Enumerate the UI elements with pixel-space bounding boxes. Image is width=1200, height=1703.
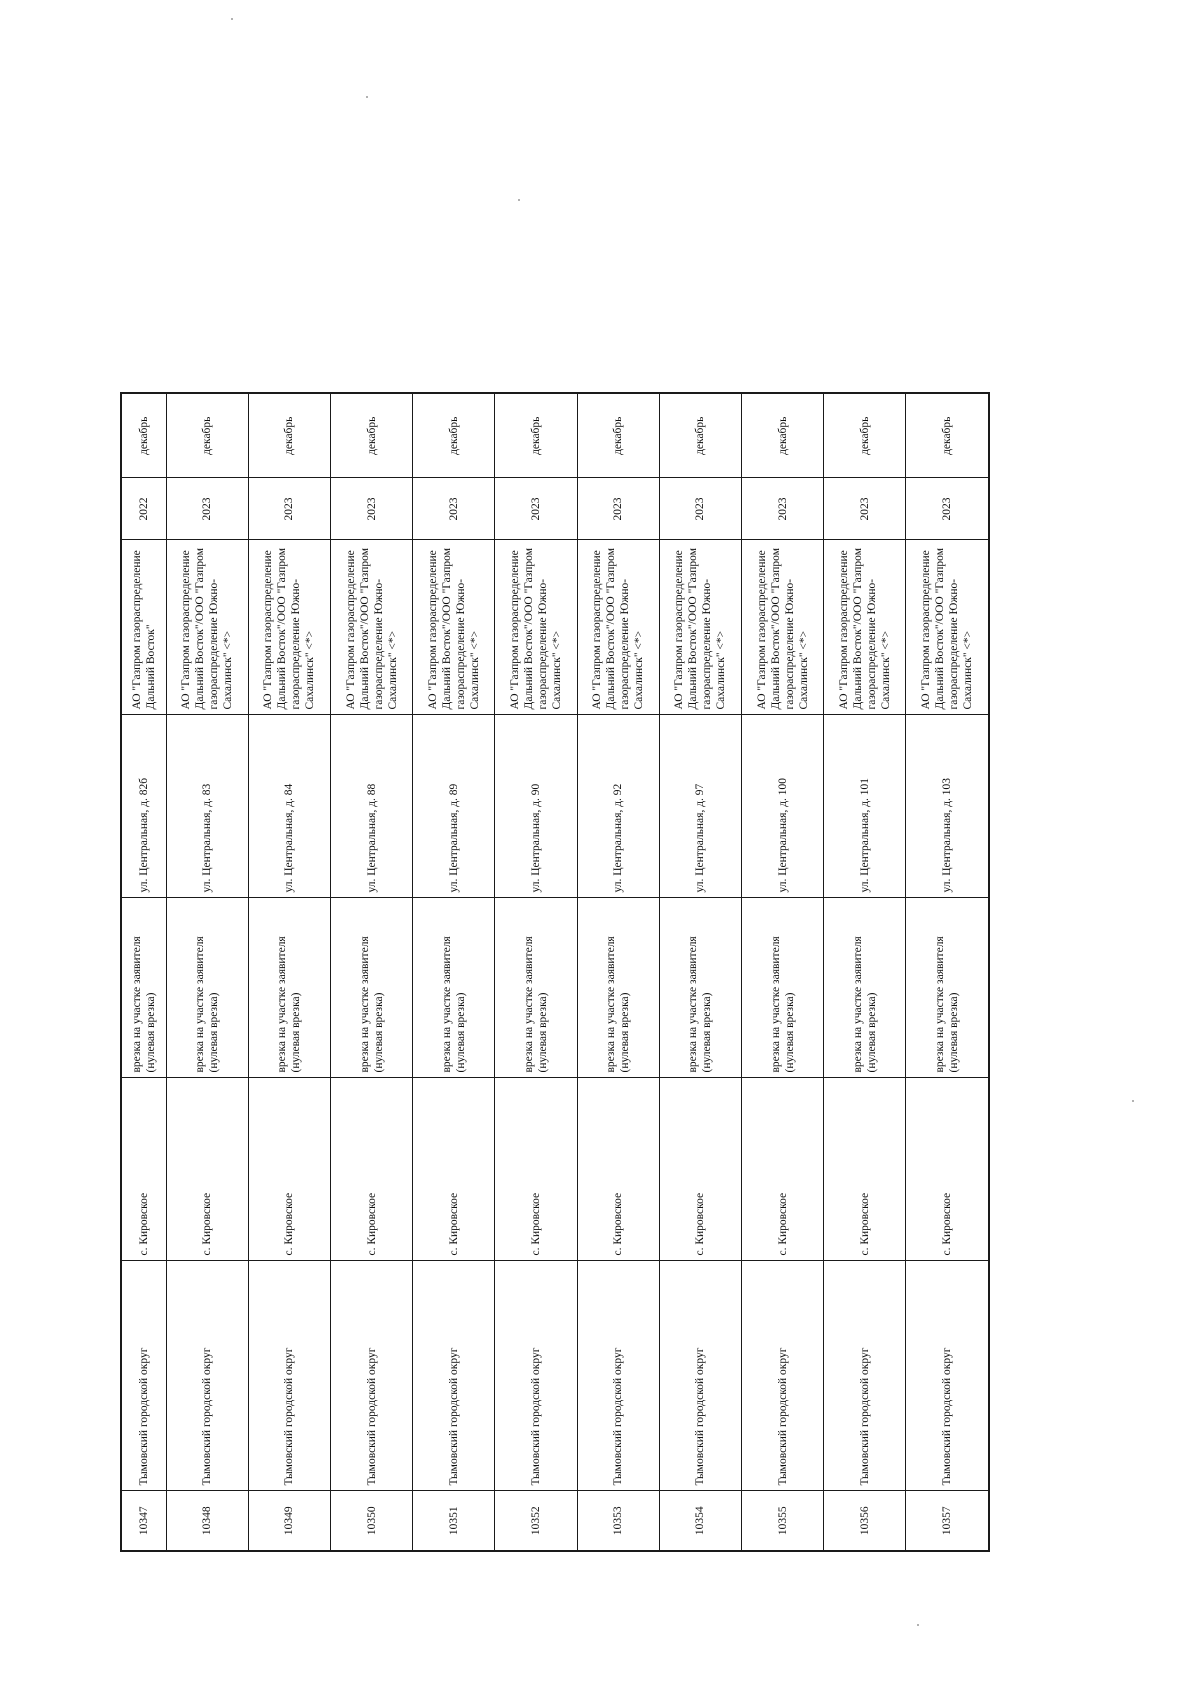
- address-cell: ул. Центральная, д. 92: [577, 715, 659, 898]
- organization-cell: АО "Газпром газораспределение Дальний Восток"/ООО "Газпром газораспределение Южно-Сахалинск" <*>: [906, 540, 989, 715]
- organization-cell: АО "Газпром газораспределение Дальний Восток"/ООО "Газпром газораспределение Южно-Сахалинск" <*>: [166, 540, 248, 715]
- table-row: [742, 393, 824, 1551]
- table-row: [248, 393, 330, 1551]
- scan-speck: [917, 1624, 919, 1626]
- settlement-cell: с. Кировское: [121, 1078, 166, 1261]
- address-cell: ул. Центральная, д. 89: [413, 715, 495, 898]
- connection-type-cell: врезка на участке заявителя (нулевая врезка): [413, 898, 495, 1078]
- address-cell: ул. Центральная, д. 90: [495, 715, 577, 898]
- row-number-cell: 10352: [495, 1491, 577, 1551]
- month-cell: декабрь: [121, 393, 166, 478]
- connection-type-cell: врезка на участке заявителя (нулевая врезка): [742, 898, 824, 1078]
- district-cell: Тымовский городской округ: [577, 1261, 659, 1491]
- district-cell: Тымовский городской округ: [906, 1261, 989, 1491]
- rotated-table-container: [120, 394, 990, 1552]
- year-cell: 2023: [577, 478, 659, 540]
- month-cell: декабрь: [248, 393, 330, 478]
- settlement-cell: с. Кировское: [659, 1078, 741, 1261]
- district-cell: Тымовский городской округ: [166, 1261, 248, 1491]
- address-cell: ул. Центральная, д. 82б: [121, 715, 166, 898]
- month-cell: декабрь: [577, 393, 659, 478]
- district-cell: Тымовский городской округ: [413, 1261, 495, 1491]
- settlement-cell: с. Кировское: [577, 1078, 659, 1261]
- address-cell: ул. Центральная, д. 83: [166, 715, 248, 898]
- table-row: [906, 393, 989, 1551]
- year-cell: 2022: [121, 478, 166, 540]
- gas-connection-table: [120, 392, 990, 1552]
- organization-cell: АО "Газпром газораспределение Дальний Восток"/ООО "Газпром газораспределение Южно-Сахалинск" <*>: [659, 540, 741, 715]
- organization-cell: АО "Газпром газораспределение Дальний Восток"/ООО "Газпром газораспределение Южно-Сахалинск" <*>: [577, 540, 659, 715]
- month-cell: декабрь: [742, 393, 824, 478]
- organization-cell: АО "Газпром газораспределение Дальний Восток"/ООО "Газпром газораспределение Южно-Сахалинск" <*>: [824, 540, 906, 715]
- scan-speck: [518, 199, 520, 201]
- settlement-cell: с. Кировское: [742, 1078, 824, 1261]
- organization-cell: АО "Газпром газораспределение Дальний Восток"/ООО "Газпром газораспределение Южно-Сахалинск" <*>: [413, 540, 495, 715]
- connection-type-cell: врезка на участке заявителя (нулевая врезка): [248, 898, 330, 1078]
- month-cell: декабрь: [166, 393, 248, 478]
- table-row: [495, 393, 577, 1551]
- settlement-cell: с. Кировское: [495, 1078, 577, 1261]
- year-cell: 2023: [742, 478, 824, 540]
- district-cell: Тымовский городской округ: [495, 1261, 577, 1491]
- connection-type-cell: врезка на участке заявителя (нулевая врезка): [495, 898, 577, 1078]
- scan-speck: [1132, 1100, 1134, 1102]
- year-cell: 2023: [413, 478, 495, 540]
- year-cell: 2023: [331, 478, 413, 540]
- address-cell: ул. Центральная, д. 84: [248, 715, 330, 898]
- organization-cell: АО "Газпром газораспределение Дальний Восток"/ООО "Газпром газораспределение Южно-Сахалинск" <*>: [495, 540, 577, 715]
- organization-cell: АО "Газпром газораспределение Дальний Восток"/ООО "Газпром газораспределение Южно-Сахалинск" <*>: [742, 540, 824, 715]
- settlement-cell: с. Кировское: [248, 1078, 330, 1261]
- scan-speck: [231, 18, 233, 20]
- scan-speck: [366, 96, 368, 98]
- month-cell: декабрь: [659, 393, 741, 478]
- connection-type-cell: врезка на участке заявителя (нулевая врезка): [659, 898, 741, 1078]
- settlement-cell: с. Кировское: [906, 1078, 989, 1261]
- table-row: [121, 393, 166, 1551]
- year-cell: 2023: [248, 478, 330, 540]
- row-number-cell: 10349: [248, 1491, 330, 1551]
- year-cell: 2023: [824, 478, 906, 540]
- table-row: [659, 393, 741, 1551]
- row-number-cell: 10348: [166, 1491, 248, 1551]
- row-number-cell: 10357: [906, 1491, 989, 1551]
- year-cell: 2023: [659, 478, 741, 540]
- table-row: [413, 393, 495, 1551]
- row-number-cell: 10347: [121, 1491, 166, 1551]
- settlement-cell: с. Кировское: [166, 1078, 248, 1261]
- row-number-cell: 10351: [413, 1491, 495, 1551]
- address-cell: ул. Центральная, д. 97: [659, 715, 741, 898]
- district-cell: Тымовский городской округ: [331, 1261, 413, 1491]
- month-cell: декабрь: [495, 393, 577, 478]
- table-row: [577, 393, 659, 1551]
- month-cell: декабрь: [906, 393, 989, 478]
- year-cell: 2023: [495, 478, 577, 540]
- row-number-cell: 10353: [577, 1491, 659, 1551]
- table-row: [331, 393, 413, 1551]
- row-number-cell: 10350: [331, 1491, 413, 1551]
- year-cell: 2023: [166, 478, 248, 540]
- district-cell: Тымовский городской округ: [248, 1261, 330, 1491]
- row-number-cell: 10355: [742, 1491, 824, 1551]
- district-cell: Тымовский городской округ: [121, 1261, 166, 1491]
- connection-type-cell: врезка на участке заявителя (нулевая врезка): [166, 898, 248, 1078]
- connection-type-cell: врезка на участке заявителя (нулевая врезка): [121, 898, 166, 1078]
- month-cell: декабрь: [824, 393, 906, 478]
- row-number-cell: 10356: [824, 1491, 906, 1551]
- address-cell: ул. Центральная, д. 88: [331, 715, 413, 898]
- year-cell: 2023: [906, 478, 989, 540]
- address-cell: ул. Центральная, д. 100: [742, 715, 824, 898]
- connection-type-cell: врезка на участке заявителя (нулевая врезка): [331, 898, 413, 1078]
- month-cell: декабрь: [413, 393, 495, 478]
- table-row: [166, 393, 248, 1551]
- organization-cell: АО "Газпром газораспределение Дальний Восток": [121, 540, 166, 715]
- table-row: [824, 393, 906, 1551]
- address-cell: ул. Центральная, д. 103: [906, 715, 989, 898]
- connection-type-cell: врезка на участке заявителя (нулевая врезка): [577, 898, 659, 1078]
- district-cell: Тымовский городской округ: [742, 1261, 824, 1491]
- organization-cell: АО "Газпром газораспределение Дальний Восток"/ООО "Газпром газораспределение Южно-Сахалинск" <*>: [331, 540, 413, 715]
- connection-type-cell: врезка на участке заявителя (нулевая врезка): [906, 898, 989, 1078]
- settlement-cell: с. Кировское: [824, 1078, 906, 1261]
- settlement-cell: с. Кировское: [413, 1078, 495, 1261]
- row-number-cell: 10354: [659, 1491, 741, 1551]
- district-cell: Тымовский городской округ: [824, 1261, 906, 1491]
- organization-cell: АО "Газпром газораспределение Дальний Восток"/ООО "Газпром газораспределение Южно-Сахалинск" <*>: [248, 540, 330, 715]
- table-body: [121, 393, 989, 1551]
- district-cell: Тымовский городской округ: [659, 1261, 741, 1491]
- address-cell: ул. Центральная, д. 101: [824, 715, 906, 898]
- connection-type-cell: врезка на участке заявителя (нулевая врезка): [824, 898, 906, 1078]
- month-cell: декабрь: [331, 393, 413, 478]
- settlement-cell: с. Кировское: [331, 1078, 413, 1261]
